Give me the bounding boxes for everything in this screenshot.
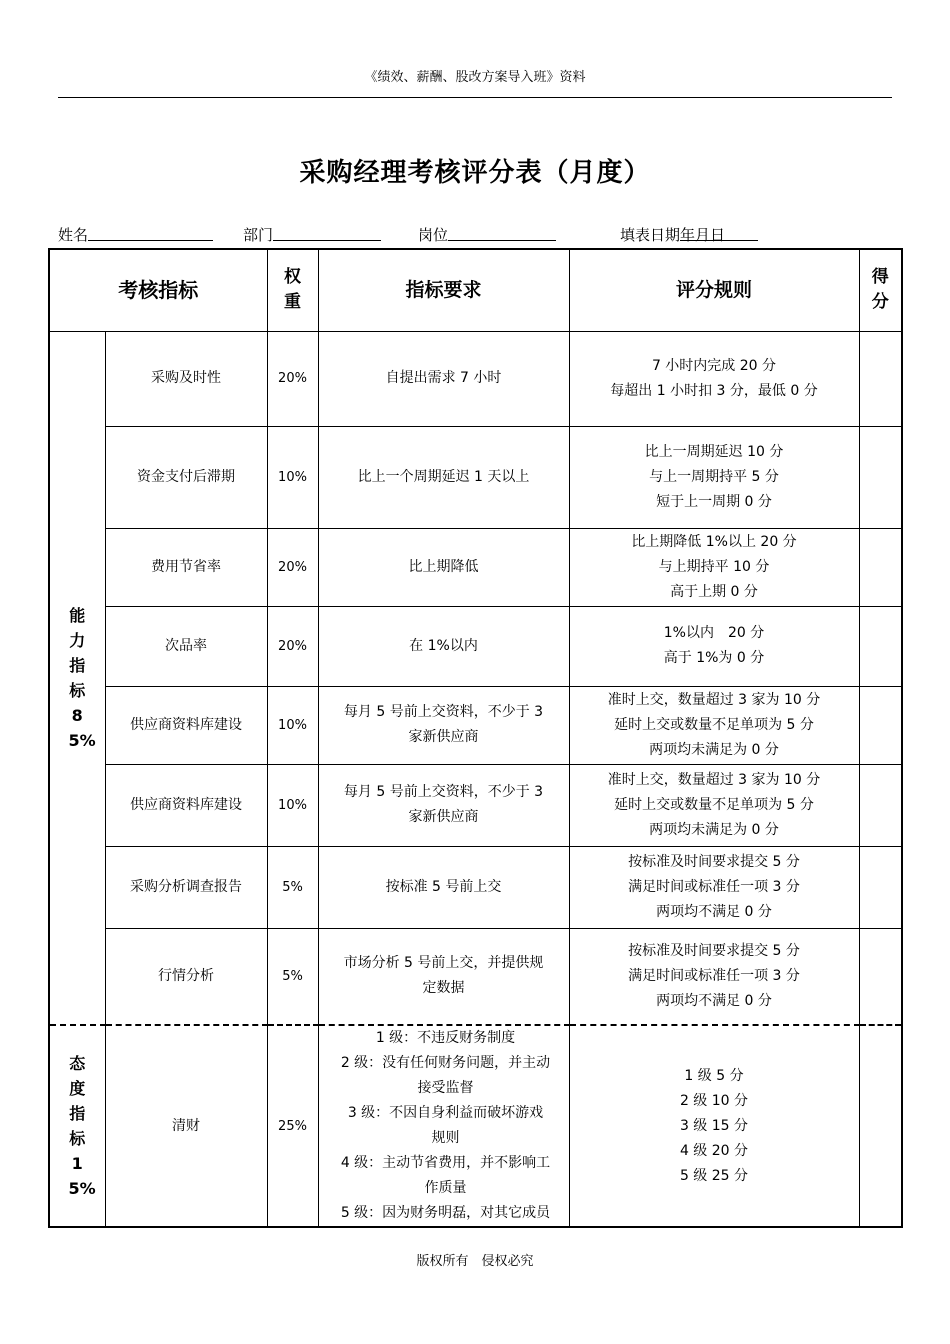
table-row — [49, 1025, 902, 1227]
rule-line: 与上期持平 10 分 — [658, 558, 770, 575]
rule-line: 1 级 5 分 — [684, 1067, 744, 1084]
rule-line: 按标准及时间要求提交 5 分 — [628, 853, 800, 870]
name-field[interactable] — [58, 224, 88, 245]
rule-line: 满足时间或标准任一项 3 分 — [628, 878, 800, 895]
indicator-rule — [569, 764, 859, 846]
indicator-rule — [569, 606, 859, 686]
score-cell[interactable] — [859, 686, 902, 764]
requirement-line: 2 级：没有任何财务问题，并主动 — [340, 1055, 551, 1071]
rule-line: 两项均不满足 0 分 — [656, 903, 772, 920]
table-row — [49, 606, 902, 686]
indicator-weight: 10% — [267, 764, 318, 846]
header-score-text: 得分 — [871, 267, 889, 313]
date-label: 填表日期 — [620, 226, 681, 244]
header-score — [859, 249, 902, 331]
rule-line: 比上期降低 1%以上 20 分 — [631, 533, 797, 550]
indicator-weight: 10% — [267, 686, 318, 764]
position-blank[interactable] — [448, 224, 556, 241]
table-header-row — [49, 249, 902, 331]
day-label: 日 — [710, 226, 726, 244]
footer-note: 版权所有 侵权必究 — [416, 1254, 534, 1269]
indicator-weight: 10% — [267, 426, 318, 528]
rule-line: 满足时间或标准任一项 3 分 — [628, 967, 800, 984]
indicator-requirement — [318, 331, 569, 426]
indicator-requirement — [318, 764, 569, 846]
category-attitude — [49, 1025, 105, 1227]
rule-line: 高于 1%为 0 分 — [663, 650, 765, 666]
month-label: 月 — [695, 226, 711, 244]
rule-line: 5 级 25 分 — [679, 1167, 749, 1184]
rule-line: 1%以内 20 分 — [663, 625, 765, 641]
indicator-name: 采购及时性 — [105, 331, 267, 426]
table-row — [49, 686, 902, 764]
score-cell[interactable] — [859, 528, 902, 606]
rule-line: 按标准及时间要求提交 5 分 — [628, 942, 800, 959]
requirement-line: 规则 — [431, 1130, 460, 1146]
requirement-line: 作质量 — [424, 1180, 467, 1196]
table-row — [49, 426, 902, 528]
indicator-name: 次品率 — [105, 606, 267, 686]
requirement-line: 家新供应商 — [408, 729, 479, 745]
position-field[interactable] — [418, 224, 448, 245]
rule-line: 4 级 20 分 — [679, 1142, 749, 1159]
rule-line: 准时上交，数量超过 3 家为 10 分 — [607, 691, 821, 708]
rule-line: 两项均不满足 0 分 — [656, 992, 772, 1009]
score-cell[interactable] — [859, 846, 902, 928]
requirement-line: 接受监督 — [417, 1080, 474, 1096]
indicator-rule — [569, 928, 859, 1025]
indicator-rule — [569, 426, 859, 528]
indicator-weight: 5% — [267, 846, 318, 928]
rule-line: 每超出 1 小时扣 3 分，最低 0 分 — [610, 382, 818, 399]
header-indicator: 考核指标 — [49, 249, 267, 331]
requirement-line: 比上期降低 — [408, 558, 479, 575]
requirement-line: 自提出需求 7 小时 — [385, 370, 502, 386]
requirement-line: 市场分析 5 号前上交，并提供规 — [343, 955, 544, 972]
requirement-line: 定数据 — [422, 980, 465, 997]
indicator-name: 费用节省率 — [105, 528, 267, 606]
rule-line: 7 小时内完成 20 分 — [651, 357, 777, 374]
requirement-line: 家新供应商 — [408, 809, 479, 825]
indicator-requirement — [318, 528, 569, 606]
header-weight — [267, 249, 318, 331]
score-cell[interactable] — [859, 764, 902, 846]
rule-line: 比上一周期延迟 10 分 — [644, 443, 784, 460]
rule-line: 延时上交或数量不足单项为 5 分 — [614, 796, 814, 813]
rule-line: 准时上交，数量超过 3 家为 10 分 — [607, 771, 821, 788]
requirement-line: 每月 5 号前上交资料，不少于 3 — [343, 704, 544, 720]
indicator-weight: 25% — [267, 1025, 318, 1227]
category-attitude-text: 态度指标15% — [68, 1054, 96, 1198]
rule-line: 短于上一周期 0 分 — [656, 493, 772, 510]
indicator-name: 采购分析调查报告 — [105, 846, 267, 928]
name-label: 姓名 — [58, 226, 89, 244]
indicator-rule — [569, 686, 859, 764]
indicator-requirement — [318, 426, 569, 528]
date-field[interactable] — [620, 224, 725, 245]
indicator-name: 资金支付后滞期 — [105, 426, 267, 528]
year-label: 年 — [680, 226, 696, 244]
rule-line: 两项均未满足为 0 分 — [649, 821, 779, 838]
indicator-requirement — [318, 846, 569, 928]
table-row — [49, 846, 902, 928]
score-cell[interactable] — [859, 1025, 902, 1227]
category-ability-text: 能力指标85% — [68, 605, 96, 750]
category-ability — [49, 331, 105, 1025]
indicator-name: 清财 — [105, 1025, 267, 1227]
score-cell[interactable] — [859, 606, 902, 686]
header-divider — [58, 97, 892, 98]
indicator-requirement — [318, 1025, 569, 1227]
requirement-line: 5 级：因为财务明磊，对其它成员 — [340, 1205, 551, 1221]
indicator-weight: 5% — [267, 928, 318, 1025]
table-row — [49, 331, 902, 426]
info-row — [58, 224, 892, 248]
position-label: 岗位 — [418, 226, 449, 244]
indicator-name: 供应商资料库建设 — [105, 686, 267, 764]
table-row — [49, 928, 902, 1025]
rule-line: 2 级 10 分 — [679, 1092, 749, 1109]
score-cell[interactable] — [859, 331, 902, 426]
page-title: 采购经理考核评分表（月度） — [299, 158, 651, 188]
indicator-requirement — [318, 928, 569, 1025]
header-note: 《绩效、薪酬、股改方案导入班》资料 — [364, 70, 586, 85]
header-weight-text: 权重 — [284, 267, 301, 313]
score-table — [48, 248, 903, 1228]
dept-blank[interactable] — [273, 224, 381, 241]
dept-label: 部门 — [243, 226, 274, 244]
rule-line: 高于上期 0 分 — [670, 583, 758, 600]
indicator-rule — [569, 846, 859, 928]
header-rule: 评分规则 — [569, 249, 859, 331]
indicator-weight: 20% — [267, 528, 318, 606]
rule-line: 与上一周期持平 5 分 — [649, 468, 779, 485]
requirement-line: 在 1%以内 — [409, 637, 478, 654]
rule-line: 3 级 15 分 — [679, 1117, 749, 1134]
indicator-requirement — [318, 606, 569, 686]
indicator-name: 行情分析 — [105, 928, 267, 1025]
indicator-name: 供应商资料库建设 — [105, 764, 267, 846]
indicator-requirement — [318, 686, 569, 764]
score-cell[interactable] — [859, 426, 902, 528]
requirement-line: 按标准 5 号前上交 — [385, 878, 502, 895]
indicator-rule — [569, 1025, 859, 1227]
table-row — [49, 764, 902, 846]
requirement-line: 每月 5 号前上交资料，不少于 3 — [343, 784, 544, 800]
requirement-line: 比上一个周期延迟 1 天以上 — [357, 468, 530, 485]
indicator-weight: 20% — [267, 606, 318, 686]
requirement-line: 1 级：不违反财务制度 — [375, 1030, 516, 1046]
name-blank[interactable] — [88, 224, 213, 241]
dept-field[interactable] — [243, 224, 273, 245]
header-requirement: 指标要求 — [318, 249, 569, 331]
day-blank[interactable] — [710, 224, 758, 241]
table-row — [49, 528, 902, 606]
indicator-rule — [569, 331, 859, 426]
requirement-line: 4 级：主动节省费用，并不影响工 — [340, 1155, 551, 1171]
rule-line: 延时上交或数量不足单项为 5 分 — [614, 716, 814, 733]
requirement-line: 3 级：不因自身利益而破坏游戏 — [347, 1105, 544, 1121]
score-cell[interactable] — [859, 928, 902, 1025]
indicator-rule — [569, 528, 859, 606]
indicator-weight: 20% — [267, 331, 318, 426]
rule-line: 两项均未满足为 0 分 — [649, 741, 779, 758]
